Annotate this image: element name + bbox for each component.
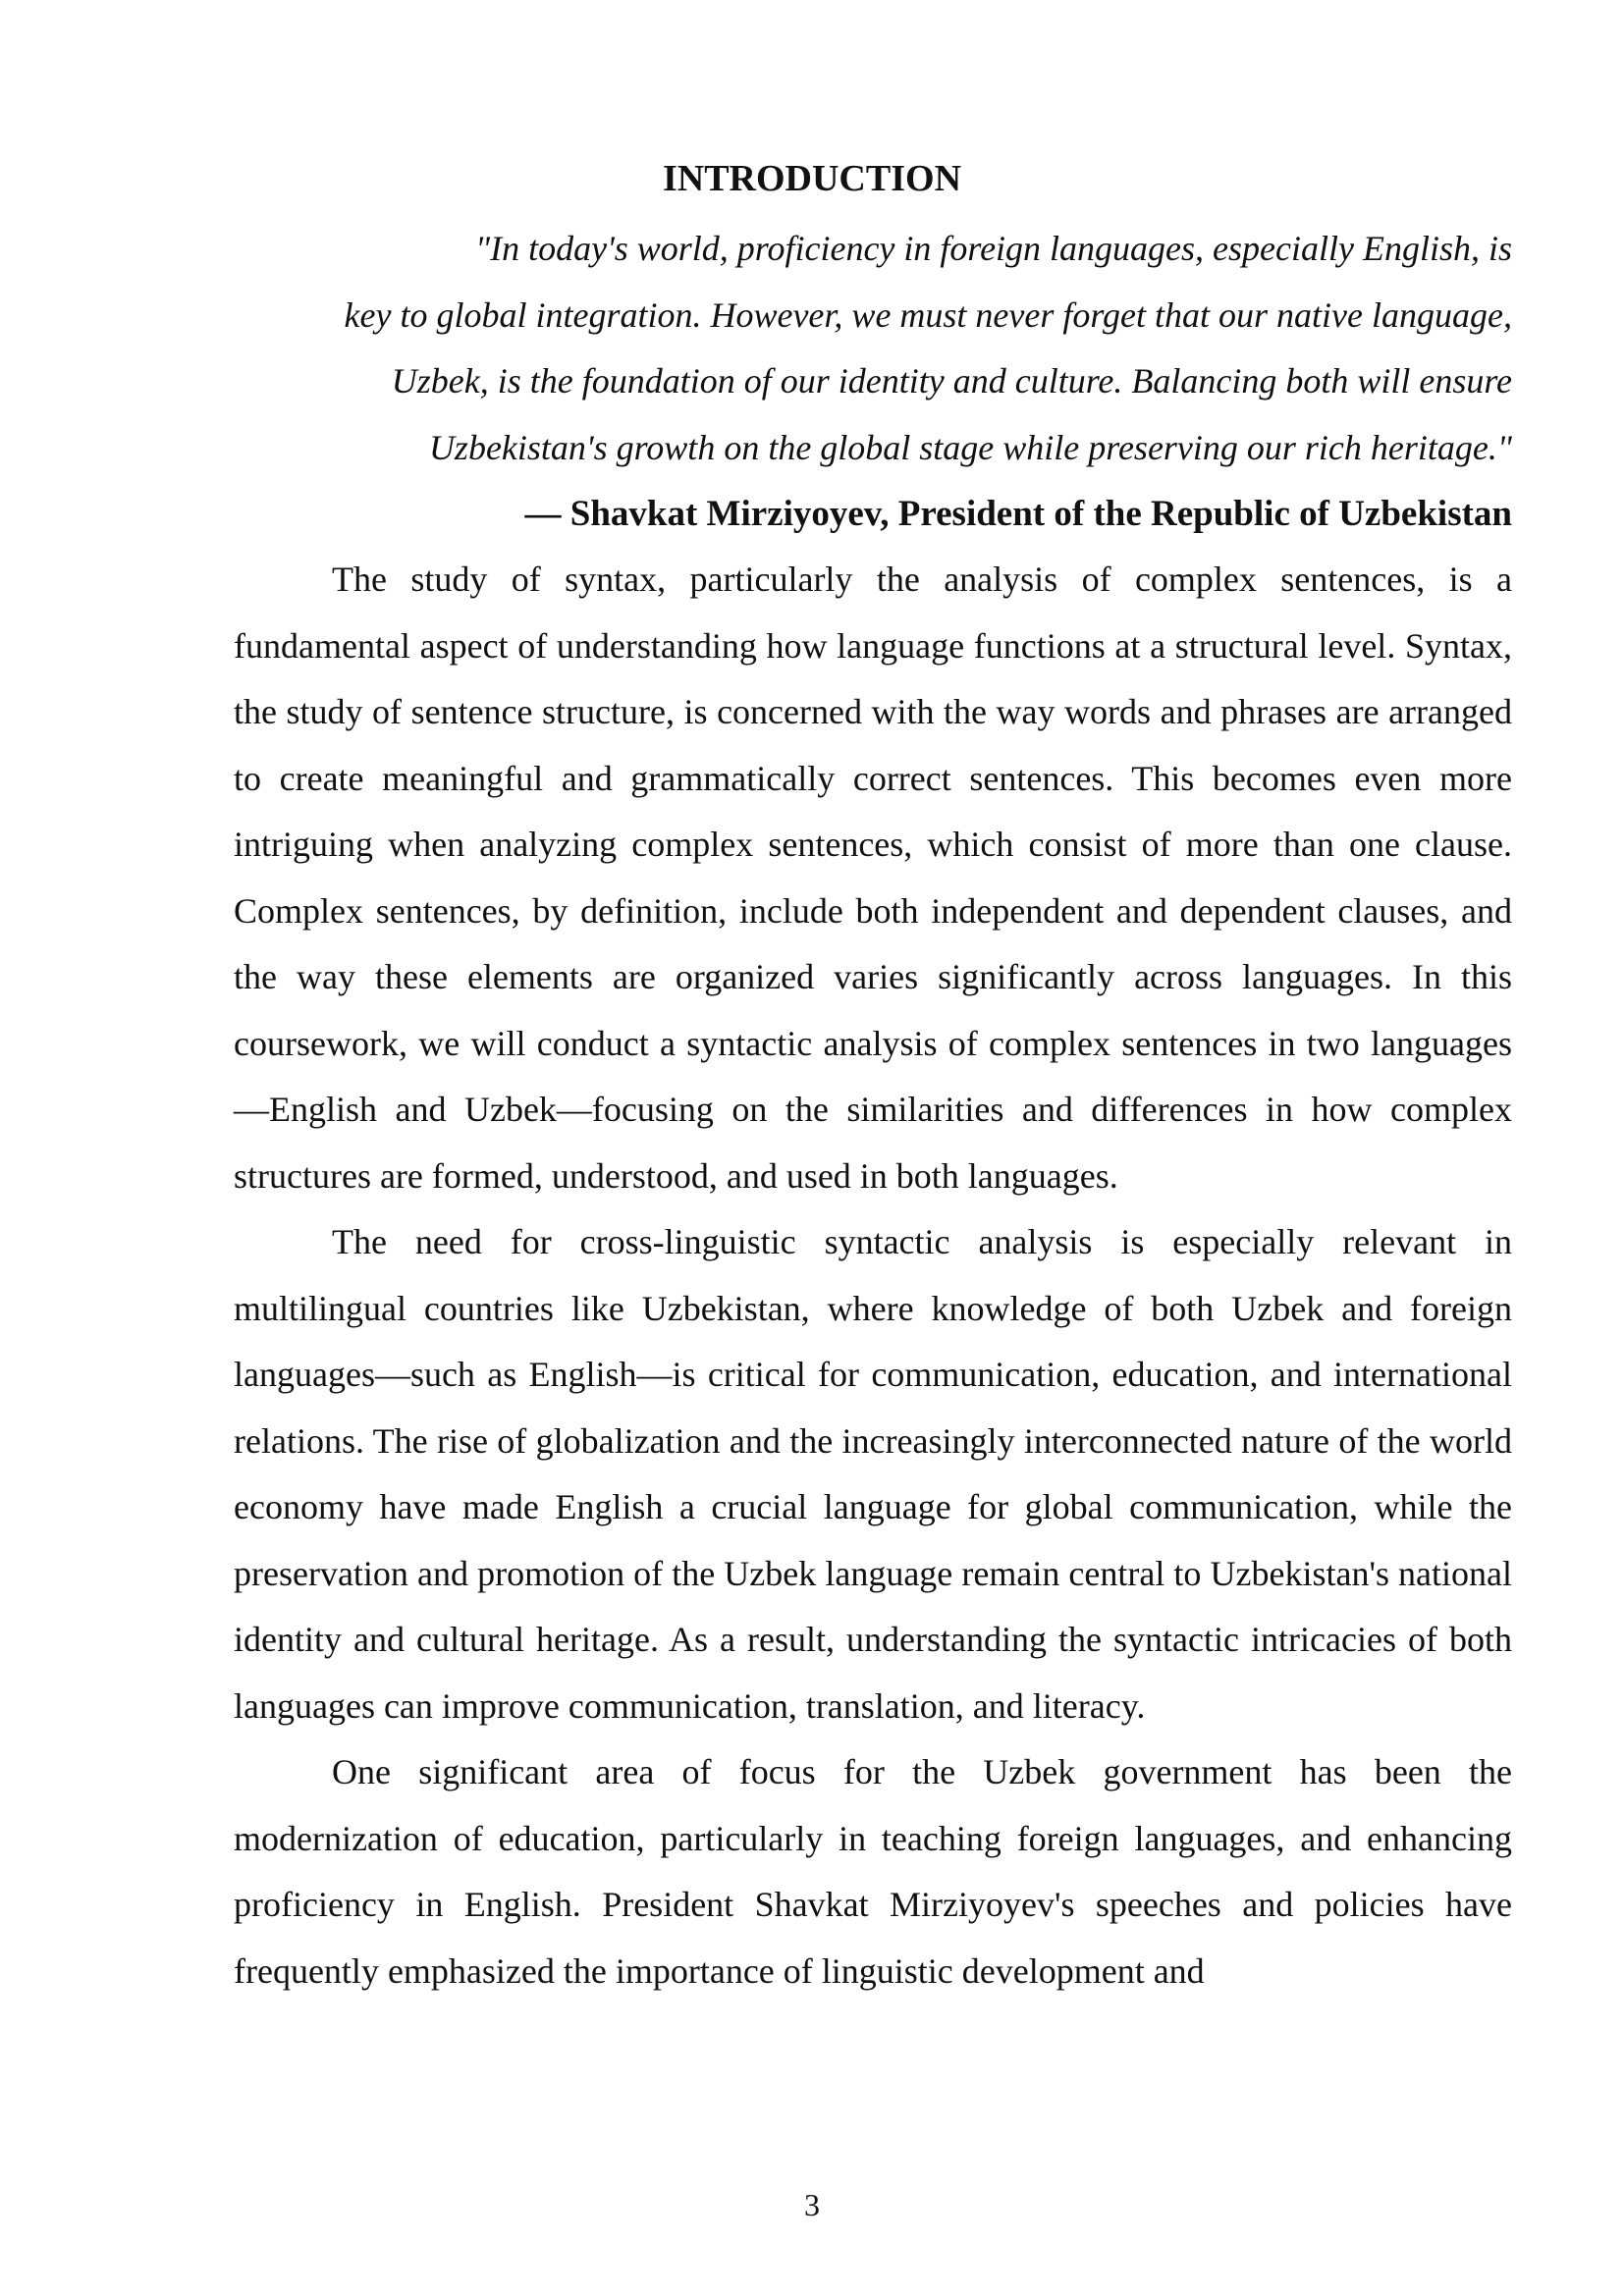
epigraph-attribution: — Shavkat Mirziyoyev, President of the Republic of Uzbekistan	[524, 494, 1512, 534]
epigraph-line: "In today's world, proficiency in foreign languages, especially English, is	[474, 229, 1512, 268]
page-number: 3	[804, 2187, 820, 2222]
epigraph-line: Uzbek, is the foundation of our identity and culture. Balancing both will ensure	[391, 361, 1512, 400]
page-title: INTRODUCTION	[662, 158, 962, 199]
paragraph: The study of syntax, particularly the analysis of complex sentences, is a fundamental aspect of understanding how language functions at a structural level. Syntax, the study of sentence structure, is concerned with the way words and phrases are arranged to create meaningful and grammatically correct sentences. This becomes even more intriguing when analyzing complex sentences, which consist of more than one clause. Complex sentences, by definition, include both independent and dependent clauses, and the way these elements are organized varies significantly across languages. In this coursework, we will conduct a syntactic analysis of complex sentences in two languages—English and Uzbek—focusing on the similarities and differences in how complex structures are formed, understood, and used in both languages.	[234, 560, 1512, 1196]
paragraph: One significant area of focus for the Uzbek government has been the modernization of education, particularly in teaching foreign languages, and enhancing proficiency in English. President Shavkat Mirziyoyev's speeches and policies have frequently emphasized the importance of linguistic development and	[234, 1752, 1512, 1991]
epigraph-line: key to global integration. However, we must never forget that our native language,	[344, 294, 1512, 335]
epigraph-line: Uzbekistan's growth on the global stage while preserving our rich heritage."	[428, 427, 1512, 467]
body-text	[234, 547, 1512, 2004]
paragraph: The need for cross-linguistic syntactic analysis is especially relevant in multilingual countries like Uzbekistan, where knowledge of both Uzbek and foreign languages—such as English—is critical for communication, education, and international relations. The rise of globalization and the increasingly interconnected nature of the world economy have made English a crucial language for global communication, while the preservation and promotion of the Uzbek language remain central to Uzbekistan's national identity and cultural heritage. As a result, understanding the syntactic intricacies of both languages can improve communication, translation, and literacy.	[234, 1222, 1512, 1726]
epigraph-quote	[234, 216, 1512, 481]
